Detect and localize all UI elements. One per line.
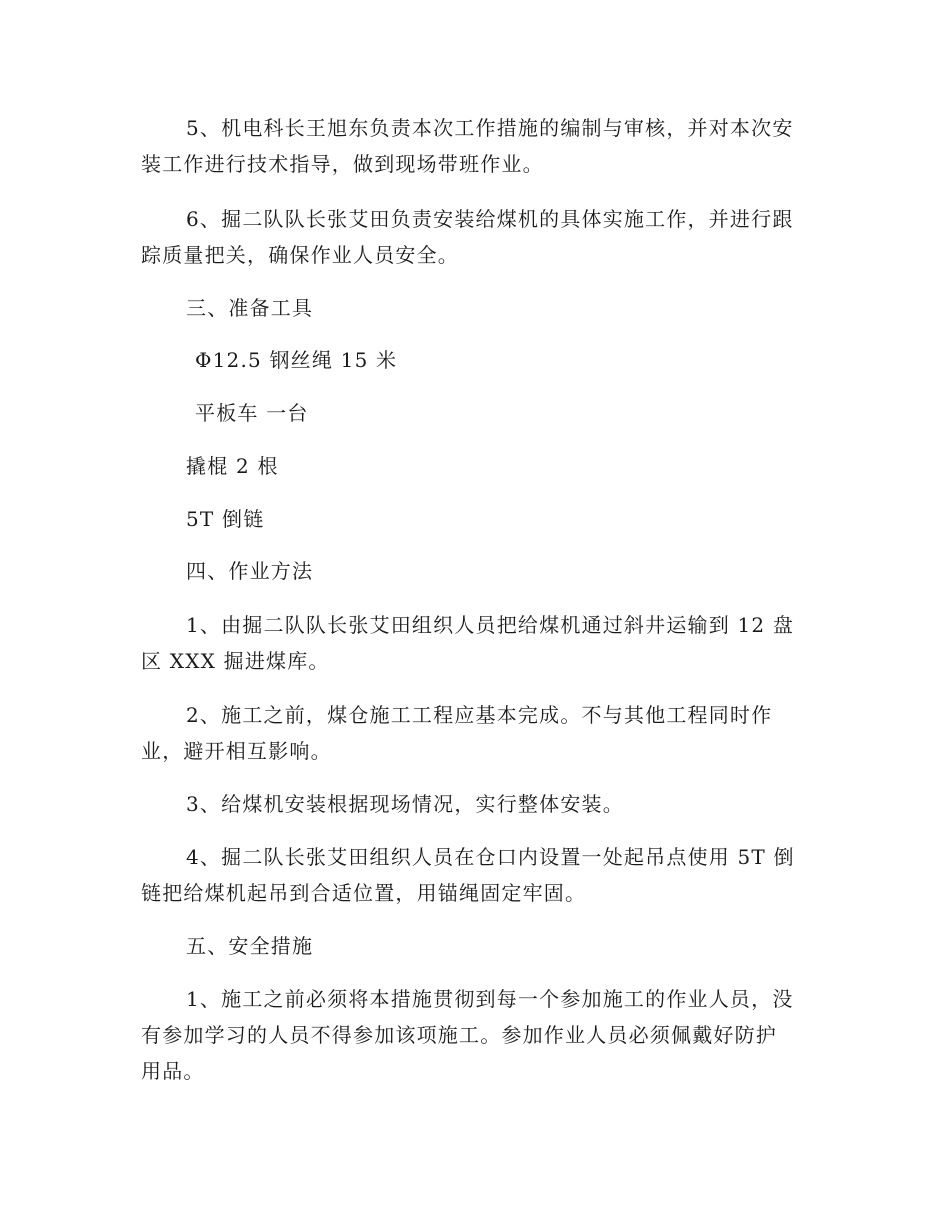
tool-item-flatbed-cart: 平板车 一台 xyxy=(195,401,309,425)
section-4-heading: 四、作业方法 xyxy=(186,559,314,583)
paragraph-5-line-2: 装工作进行技术指导，做到现场带班作业。 xyxy=(141,152,544,176)
method-2-line-2: 业，避开相互影响。 xyxy=(141,739,332,763)
method-1-line-2: 区 XXX 掘进煤库。 xyxy=(141,649,330,673)
section-5-heading: 五、安全措施 xyxy=(186,934,314,958)
safety-1-line-1: 1、施工之前必须将本措施贯彻到每一个参加施工的作业人员，没 xyxy=(186,987,794,1011)
method-2-line-1: 2、施工之前，煤仓施工工程应基本完成。不与其他工程同时作 xyxy=(186,703,773,727)
method-3-line-1: 3、给煤机安装根据现场情况，实行整体安装。 xyxy=(186,792,624,816)
safety-1-line-2: 有参加学习的人员不得参加该项施工。参加作业人员必须佩戴好防护 xyxy=(141,1023,777,1047)
tool-item-chain-hoist: 5T 倒链 xyxy=(186,507,265,531)
tool-item-crowbar: 撬棍 2 根 xyxy=(186,454,279,478)
method-1-line-1: 1、由掘二队队长张艾田组织人员把给煤机通过斜井运输到 12 盘 xyxy=(186,613,795,637)
safety-1-line-3: 用品。 xyxy=(141,1059,205,1083)
paragraph-6-line-1: 6、掘二队队长张艾田负责安装给煤机的具体实施工作，并进行跟 xyxy=(186,207,794,231)
section-3-heading: 三、准备工具 xyxy=(186,296,314,320)
paragraph-5-line-1: 5、机电科长王旭东负责本次工作措施的编制与审核，并对本次安 xyxy=(186,116,794,140)
paragraph-6-line-2: 踪质量把关，确保作业人员安全。 xyxy=(141,243,459,267)
tool-item-wire-rope: Φ12.5 钢丝绳 15 米 xyxy=(195,348,398,372)
method-4-line-2: 链把给煤机起吊到合适位置，用锚绳固定牢固。 xyxy=(141,881,587,905)
method-4-line-1: 4、掘二队长张艾田组织人员在仓口内设置一处起吊点使用 5T 倒 xyxy=(186,845,795,869)
